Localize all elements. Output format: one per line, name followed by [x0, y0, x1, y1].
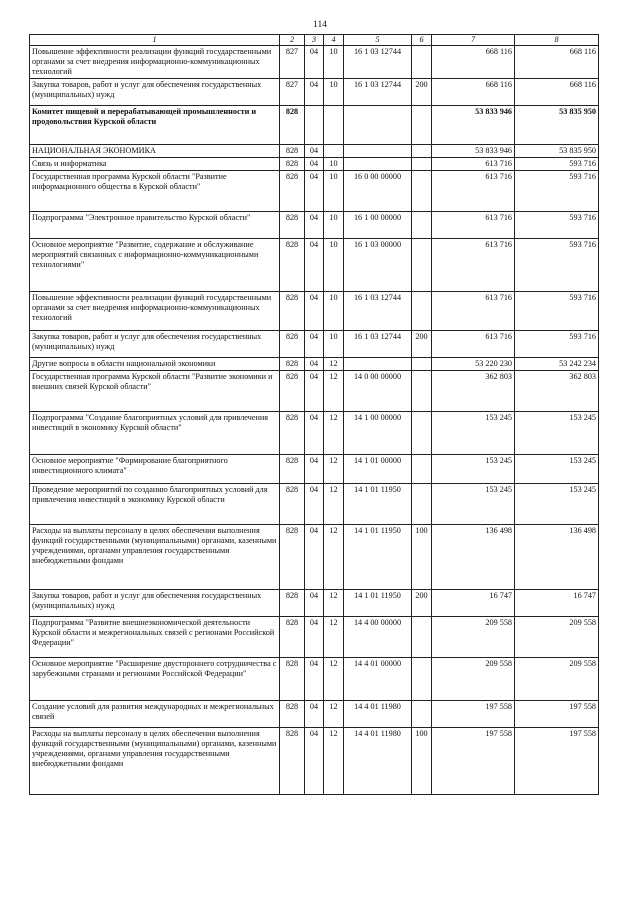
- target-article-cell: [344, 106, 412, 145]
- amount-year1-cell: 53 220 230: [432, 358, 515, 371]
- amount-year1-cell: 209 558: [432, 658, 515, 701]
- amount-year1-cell: 613 716: [432, 331, 515, 358]
- amount-year2-cell: 53 835 950: [515, 106, 599, 145]
- column-header: 1: [30, 35, 280, 46]
- amount-year1-cell: 209 558: [432, 617, 515, 658]
- amount-year1-cell: 53 833 946: [432, 145, 515, 158]
- row-name-cell: Государственная программа Курской области "Развитие информационного общества в Курской области": [30, 171, 280, 212]
- amount-year1-cell: 197 558: [432, 728, 515, 795]
- table-row: [30, 617, 599, 658]
- ministry-code-cell: 828: [280, 212, 305, 239]
- amount-year2-cell: 593 716: [515, 239, 599, 292]
- row-name-cell: Основное мероприятие "Формирование благоприятного инвестиционного климата": [30, 455, 280, 484]
- section-code-cell: 04: [305, 371, 324, 412]
- amount-year2-cell: 136 498: [515, 525, 599, 590]
- subsection-code-cell: [324, 145, 344, 158]
- target-article-cell: 14 1 01 11950: [344, 484, 412, 525]
- amount-year2-cell: 593 716: [515, 171, 599, 212]
- expense-type-cell: [412, 455, 432, 484]
- target-article-cell: 16 1 03 12744: [344, 79, 412, 106]
- subsection-code-cell: [324, 106, 344, 145]
- subsection-code-cell: 10: [324, 331, 344, 358]
- table-row: [30, 412, 599, 455]
- row-name-cell: Расходы на выплаты персоналу в целях обеспечения выполнения функций государственными (муниципальными) органами, казенными учреждениями, органами управления государственными внебюджетными фондами: [30, 525, 280, 590]
- row-name-cell: Закупка товаров, работ и услуг для обеспечения государственных (муниципальных) нужд: [30, 590, 280, 617]
- ministry-code-cell: 828: [280, 371, 305, 412]
- target-article-cell: 14 4 01 11980: [344, 701, 412, 728]
- section-code-cell: 04: [305, 46, 324, 79]
- subsection-code-cell: 10: [324, 46, 344, 79]
- section-code-cell: 04: [305, 292, 324, 331]
- table-row: [30, 728, 599, 795]
- expense-type-cell: [412, 658, 432, 701]
- expense-type-cell: [412, 145, 432, 158]
- target-article-cell: 16 0 00 00000: [344, 171, 412, 212]
- table-row: [30, 79, 599, 106]
- subsection-code-cell: 10: [324, 158, 344, 171]
- row-name-cell: Создание условий для развития международных и межрегиональных связей: [30, 701, 280, 728]
- amount-year2-cell: 153 245: [515, 455, 599, 484]
- expense-type-cell: [412, 358, 432, 371]
- column-header: 4: [324, 35, 344, 46]
- target-article-cell: 14 1 01 11950: [344, 525, 412, 590]
- column-header: 3: [305, 35, 324, 46]
- target-article-cell: [344, 358, 412, 371]
- amount-year1-cell: 613 716: [432, 292, 515, 331]
- subsection-code-cell: 10: [324, 171, 344, 212]
- page-number: 114: [313, 20, 327, 30]
- target-article-cell: 16 1 00 00000: [344, 212, 412, 239]
- expense-type-cell: 200: [412, 590, 432, 617]
- target-article-cell: [344, 158, 412, 171]
- section-code-cell: 04: [305, 525, 324, 590]
- ministry-code-cell: 828: [280, 292, 305, 331]
- expense-type-cell: [412, 484, 432, 525]
- section-code-cell: 04: [305, 358, 324, 371]
- ministry-code-cell: 828: [280, 145, 305, 158]
- ministry-code-cell: 828: [280, 158, 305, 171]
- ministry-code-cell: 827: [280, 79, 305, 106]
- table-row: [30, 158, 599, 171]
- row-name-cell: Подпрограмма "Создание благоприятных условий для привлечения инвестиций в экономику Курской области": [30, 412, 280, 455]
- expense-type-cell: 200: [412, 79, 432, 106]
- table-row: [30, 292, 599, 331]
- row-name-cell: Закупка товаров, работ и услуг для обеспечения государственных (муниципальных) нужд: [30, 79, 280, 106]
- ministry-code-cell: 828: [280, 239, 305, 292]
- expense-type-cell: [412, 292, 432, 331]
- section-code-cell: 04: [305, 158, 324, 171]
- ministry-code-cell: 828: [280, 331, 305, 358]
- row-name-cell: Повышение эффективности реализации функций государственными органами за счет внедрения информационно-коммуникационных технологий: [30, 292, 280, 331]
- row-name-cell: Другие вопросы в области национальной экономики: [30, 358, 280, 371]
- subsection-code-cell: 10: [324, 292, 344, 331]
- subsection-code-cell: 12: [324, 358, 344, 371]
- row-name-cell: Расходы на выплаты персоналу в целях обеспечения выполнения функций государственными (муниципальными) органами, казенными учреждениями, органами управления государственными внебюджетными фондами: [30, 728, 280, 795]
- subsection-code-cell: 12: [324, 412, 344, 455]
- amount-year2-cell: 593 716: [515, 212, 599, 239]
- ministry-code-cell: 828: [280, 701, 305, 728]
- amount-year2-cell: 197 558: [515, 701, 599, 728]
- amount-year2-cell: 668 116: [515, 46, 599, 79]
- amount-year2-cell: 209 558: [515, 617, 599, 658]
- table-row: [30, 171, 599, 212]
- amount-year2-cell: 209 558: [515, 658, 599, 701]
- column-header: 6: [412, 35, 432, 46]
- expense-type-cell: [412, 212, 432, 239]
- subsection-code-cell: 12: [324, 701, 344, 728]
- amount-year1-cell: 197 558: [432, 701, 515, 728]
- section-code-cell: 04: [305, 484, 324, 525]
- table-body: [30, 46, 599, 795]
- table-row: [30, 525, 599, 590]
- expense-type-cell: 100: [412, 728, 432, 795]
- target-article-cell: 16 1 03 12744: [344, 331, 412, 358]
- target-article-cell: 14 1 01 00000: [344, 455, 412, 484]
- section-code-cell: 04: [305, 701, 324, 728]
- expense-type-cell: [412, 106, 432, 145]
- expense-type-cell: [412, 171, 432, 212]
- target-article-cell: 14 0 00 00000: [344, 371, 412, 412]
- row-name-cell: Государственная программа Курской области "Развитие экономики и внешних связей Курской области": [30, 371, 280, 412]
- section-code-cell: [305, 106, 324, 145]
- section-code-cell: 04: [305, 617, 324, 658]
- amount-year2-cell: 53 242 234: [515, 358, 599, 371]
- row-name-cell: Проведение мероприятий по созданию благоприятных условий для привлечения инвестиций в экономику Курской области: [30, 484, 280, 525]
- ministry-code-cell: 828: [280, 658, 305, 701]
- subsection-code-cell: 12: [324, 525, 344, 590]
- ministry-code-cell: 828: [280, 412, 305, 455]
- amount-year1-cell: 53 833 946: [432, 106, 515, 145]
- amount-year1-cell: 153 245: [432, 484, 515, 525]
- column-header: 2: [280, 35, 305, 46]
- amount-year2-cell: 153 245: [515, 412, 599, 455]
- row-name-cell: Подпрограмма "Развитие внешнеэкономической деятельности Курской области и межрегиональных связей с регионами Российской Федерации": [30, 617, 280, 658]
- amount-year2-cell: 16 747: [515, 590, 599, 617]
- expense-type-cell: [412, 158, 432, 171]
- ministry-code-cell: 827: [280, 46, 305, 79]
- section-code-cell: 04: [305, 455, 324, 484]
- expense-type-cell: [412, 371, 432, 412]
- subsection-code-cell: 10: [324, 79, 344, 106]
- amount-year2-cell: 593 716: [515, 158, 599, 171]
- section-code-cell: 04: [305, 728, 324, 795]
- subsection-code-cell: 12: [324, 617, 344, 658]
- section-code-cell: 04: [305, 658, 324, 701]
- subsection-code-cell: 12: [324, 371, 344, 412]
- target-article-cell: [344, 145, 412, 158]
- amount-year2-cell: 668 116: [515, 79, 599, 106]
- row-name-cell: Основное мероприятие "Расширение двустороннего сотрудничества с зарубежными странами и регионами Российской Федерации": [30, 658, 280, 701]
- ministry-code-cell: 828: [280, 590, 305, 617]
- expense-type-cell: [412, 617, 432, 658]
- expense-type-cell: [412, 412, 432, 455]
- amount-year2-cell: 593 716: [515, 331, 599, 358]
- table-row: [30, 371, 599, 412]
- table-row: [30, 701, 599, 728]
- header-row: [30, 35, 599, 46]
- column-header: 8: [515, 35, 599, 46]
- amount-year1-cell: 668 116: [432, 46, 515, 79]
- ministry-code-cell: 828: [280, 617, 305, 658]
- amount-year1-cell: 613 716: [432, 239, 515, 292]
- row-name-cell: Комитет пищевой и перерабатывающей промышленности и продовольствия Курской области: [30, 106, 280, 145]
- amount-year1-cell: 153 245: [432, 412, 515, 455]
- amount-year2-cell: 53 835 950: [515, 145, 599, 158]
- amount-year2-cell: 362 803: [515, 371, 599, 412]
- ministry-code-cell: 828: [280, 106, 305, 145]
- table-row: [30, 590, 599, 617]
- table-row: [30, 455, 599, 484]
- ministry-code-cell: 828: [280, 525, 305, 590]
- target-article-cell: 16 1 03 12744: [344, 46, 412, 79]
- amount-year1-cell: 613 716: [432, 158, 515, 171]
- amount-year1-cell: 153 245: [432, 455, 515, 484]
- expense-type-cell: [412, 46, 432, 79]
- section-code-cell: 04: [305, 79, 324, 106]
- row-name-cell: Подпрограмма "Электронное правительство Курской области": [30, 212, 280, 239]
- target-article-cell: 14 1 00 00000: [344, 412, 412, 455]
- column-header: 7: [432, 35, 515, 46]
- ministry-code-cell: 828: [280, 484, 305, 525]
- section-code-cell: 04: [305, 331, 324, 358]
- table-row: [30, 358, 599, 371]
- ministry-code-cell: 828: [280, 171, 305, 212]
- table-row: [30, 212, 599, 239]
- ministry-code-cell: 828: [280, 358, 305, 371]
- section-code-cell: 04: [305, 145, 324, 158]
- amount-year1-cell: 613 716: [432, 212, 515, 239]
- subsection-code-cell: 10: [324, 212, 344, 239]
- table-row: [30, 239, 599, 292]
- table-row: [30, 145, 599, 158]
- expense-type-cell: 100: [412, 525, 432, 590]
- amount-year1-cell: 16 747: [432, 590, 515, 617]
- target-article-cell: 14 4 01 11980: [344, 728, 412, 795]
- table-row: [30, 658, 599, 701]
- row-name-cell: НАЦИОНАЛЬНАЯ ЭКОНОМИКА: [30, 145, 280, 158]
- section-code-cell: 04: [305, 239, 324, 292]
- amount-year2-cell: 593 716: [515, 292, 599, 331]
- table-row: [30, 331, 599, 358]
- section-code-cell: 04: [305, 412, 324, 455]
- ministry-code-cell: 828: [280, 728, 305, 795]
- target-article-cell: 16 1 03 00000: [344, 239, 412, 292]
- section-code-cell: 04: [305, 590, 324, 617]
- expense-type-cell: [412, 701, 432, 728]
- amount-year1-cell: 668 116: [432, 79, 515, 106]
- subsection-code-cell: 12: [324, 728, 344, 795]
- target-article-cell: 14 1 01 11950: [344, 590, 412, 617]
- amount-year1-cell: 362 803: [432, 371, 515, 412]
- amount-year2-cell: 153 245: [515, 484, 599, 525]
- section-code-cell: 04: [305, 171, 324, 212]
- subsection-code-cell: 12: [324, 484, 344, 525]
- budget-table: [29, 34, 599, 795]
- subsection-code-cell: 12: [324, 590, 344, 617]
- column-header: 5: [344, 35, 412, 46]
- row-name-cell: Повышение эффективности реализации функций государственными органами за счет внедрения информационно-коммуникационных технологий: [30, 46, 280, 79]
- subsection-code-cell: 10: [324, 239, 344, 292]
- table-row: [30, 106, 599, 145]
- target-article-cell: 14 4 01 00000: [344, 658, 412, 701]
- table-row: [30, 484, 599, 525]
- amount-year1-cell: 613 716: [432, 171, 515, 212]
- row-name-cell: Основное мероприятие "Развитие, содержание и обслуживание мероприятий связанных с информационно-коммуникационными технологиями": [30, 239, 280, 292]
- ministry-code-cell: 828: [280, 455, 305, 484]
- target-article-cell: 14 4 00 00000: [344, 617, 412, 658]
- expense-type-cell: [412, 239, 432, 292]
- subsection-code-cell: 12: [324, 455, 344, 484]
- subsection-code-cell: 12: [324, 658, 344, 701]
- row-name-cell: Закупка товаров, работ и услуг для обеспечения государственных (муниципальных) нужд: [30, 331, 280, 358]
- amount-year1-cell: 136 498: [432, 525, 515, 590]
- table-row: [30, 46, 599, 79]
- target-article-cell: 16 1 03 12744: [344, 292, 412, 331]
- amount-year2-cell: 197 558: [515, 728, 599, 795]
- section-code-cell: 04: [305, 212, 324, 239]
- expense-type-cell: 200: [412, 331, 432, 358]
- row-name-cell: Связь и информатика: [30, 158, 280, 171]
